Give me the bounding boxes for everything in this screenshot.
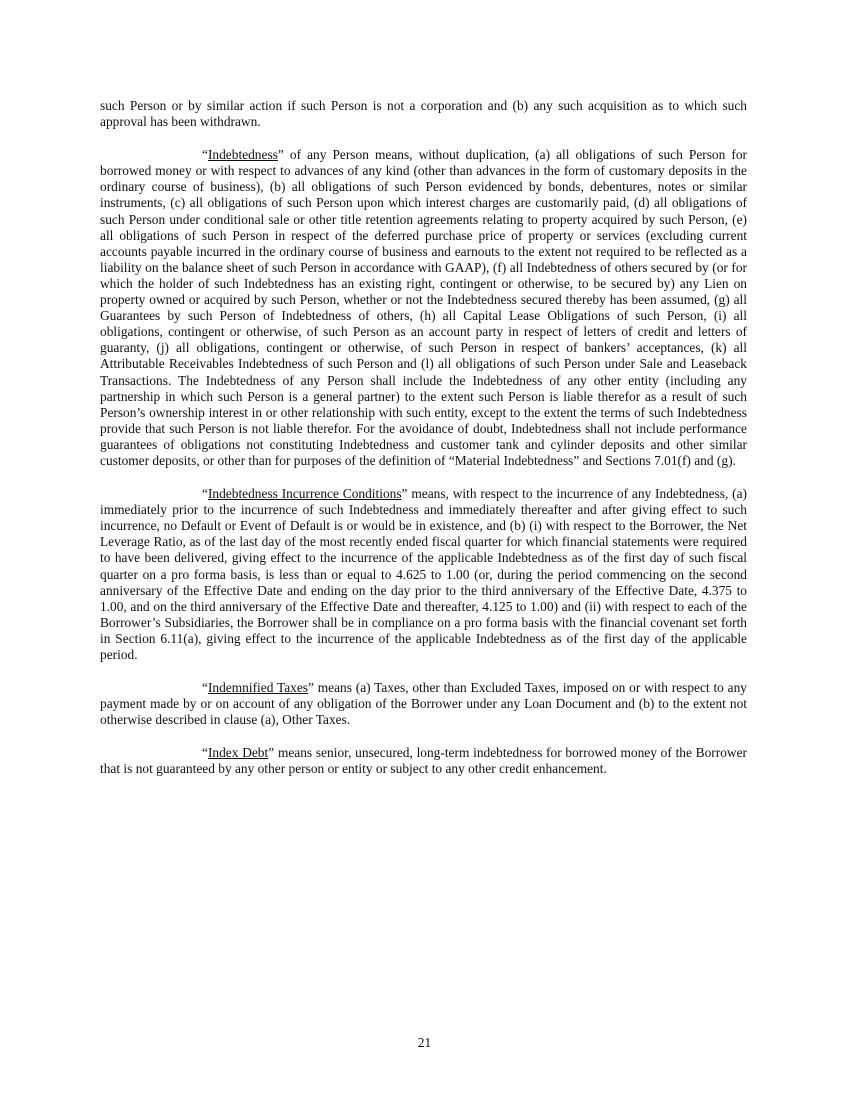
defined-term: Indebtedness Incurrence Conditions xyxy=(207,486,402,502)
definition-indemnified-taxes: “Indemnified Taxes” means (a) Taxes, other than Excluded Taxes, imposed on or with respect to any payment made by or on account of any obligation of the Borrower under any Loan Document and (b) to the extent not otherwise described in clause (a), Other Taxes. xyxy=(100,680,747,728)
definition-indebtedness-incurrence-conditions: “Indebtedness Incurrence Conditions” means, with respect to the incurrence of any Indebtedness, (a) immediately prior to the incurrence of such Indebtedness and immediately thereafter and after giving effect to such incurrence, no Default or Event of Default is or would be in existence, and (b) (i) with respect to the Borrower, the Net Leverage Ratio, as of the last day of the most recently ended fiscal quarter for which financial statements were required to have been delivered, giving effect to the incurrence of the applicable Indebtedness as of the first day of such fiscal quarter on a pro forma basis, is less than or equal to 4.625 to 1.00 (or, during the period commencing on the second anniversary of the Effective Date and ending on the day prior to the third anniversary of the Effective Date, 4.375 to 1.00, and on the third anniversary of the Effective Date and thereafter, 4.125 to 1.00) and (ii) with respect to each of the Borrower’s Subsidiaries, the Borrower shall be in compliance on a pro forma basis with the financial covenant set forth in Section 6.11(a), giving effect to the incurrence of the applicable Indebtedness as of the first day of the applicable period. xyxy=(100,486,747,662)
document-page xyxy=(100,98,747,795)
defined-term: Indebtedness xyxy=(207,147,278,163)
definition-indebtedness: “Indebtedness” of any Person means, without duplication, (a) all obligations of such Person for borrowed money or with respect to advances of any kind (other than advances in the form of customary deposits in the ordinary course of business), (b) all obligations of such Person evidenced by bonds, debentures, notes or similar instruments, (c) all obligations of such Person upon which interest charges are customarily paid, (d) all obligations of such Person under conditional sale or other title retention agreements relating to property acquired by such Person, (e) all obligations of such Person in respect of the deferred purchase price of property or services (excluding current accounts payable incurred in the ordinary course of business and earnouts to the extent not required to be reflected as a liability on the balance sheet of such Person in accordance with GAAP), (f) all Indebtedness of others secured by (or for which the holder of such Indebtedness has an existing right, contingent or otherwise, to be secured by) any Lien on property owned or acquired by such Person, whether or not the Indebtedness secured thereby has been assumed, (g) all Guarantees by such Person of Indebtedness of others, (h) all Capital Lease Obligations of such Person, (i) all obligations, contingent or otherwise, of such Person as an account party in respect of letters of credit and letters of guaranty, (j) all obligations, contingent or otherwise, of such Person in respect of bankers’ acceptances, (k) all Attributable Receivables Indebtedness of such Person and (l) all obligations of such Person under Sale and Leaseback Transactions. The Indebtedness of any Person shall include the Indebtedness of any other entity (including any partnership in which such Person is a general partner) to the extent such Person is liable therefor as a result of such Person’s ownership interest in or other relationship with such entity, except to the extent the terms of such Indebtedness provide that such Person is not liable therefor. For the avoidance of doubt, Indebtedness shall not include performance guarantees of obligations not constituting Indebtedness and customer tank and cylinder deposits and other similar customer deposits, or other than for purposes of the definition of “Material Indebtedness” and Sections 7.01(f) and (g). xyxy=(100,147,747,468)
definition-text: of any Person means, without duplication, (a) all obligations of such Person for borrowed money or with respect to advances of any kind (other than advances in the form of customary deposits in the ordinary course of business), (b) all obligations of such Person evidenced by bonds, debentures, notes or similar instruments, (c) all obligations of such Person upon which interest charges are customarily paid, (d) all obligations of such Person under conditional sale or other title retention agreements relating to property acquired by such Person, (e) all obligations of such Person in respect of the deferred purchase price of property or services (excluding current accounts payable incurred in the ordinary course of business and earnouts to the extent not required to be reflected as a liability on the balance sheet of such Person in accordance with GAAP), (f) all Indebtedness of others secured by (or for which the holder of such Indebtedness has an existing right, contingent or otherwise, to be secured by) any Lien on property owned or acquired by such Person, whether or not the Indebtedness secured thereby has been assumed, (g) all Guarantees by such Person of Indebtedness of others, (h) all Capital Lease Obligations of such Person, (i) all obligations, contingent or otherwise, of such Person as an account party in respect of letters of credit and letters of guaranty, (j) all obligations, contingent or otherwise, of such Person in respect of bankers’ acceptances, (k) all Attributable Receivables Indebtedness of such Person and (l) all obligations of such Person under Sale and Leaseback Transactions. The Indebtedness of any Person shall include the Indebtedness of any other entity (including any partnership in which such Person is a general partner) to the extent such Person is liable therefor as a result of such Person’s ownership interest in or other relationship with such entity, except to the extent the terms of such Indebtedness provide that such Person is not liable therefor. For the avoidance of doubt, Indebtedness shall not include performance guarantees of obligations not constituting Indebtedness and customer tank and cylinder deposits and other similar customer deposits, or other than for purposes of the definition of “Material Indebtedness” and Sections 7.01(f) and (g). xyxy=(100,147,747,468)
definition-index-debt: “Index Debt” means senior, unsecured, long-term indebtedness for borrowed money of the Borrower that is not guaranteed by any other person or entity or subject to any other credit enhancement. xyxy=(100,745,747,777)
definition-text: means, with respect to the incurrence of any Indebtedness, (a) immediately prior to the incurrence of such Indebtedness and immediately thereafter and after giving effect to such incurrence, no Default or Event of Default is or would be in existence, and (b) (i) with respect to the Borrower, the Net Leverage Ratio, as of the last day of the most recently ended fiscal quarter for which financial statements were required to have been delivered, giving effect to the incurrence of the applicable Indebtedness as of the first day of such fiscal quarter on a pro forma basis, is less than or equal to 4.625 to 1.00 (or, during the period commencing on the second anniversary of the Effective Date and ending on the day prior to the third anniversary of the Effective Date, 4.375 to 1.00, and on the third anniversary of the Effective Date and thereafter, 4.125 to 1.00) and (ii) with respect to each of the Borrower’s Subsidiaries, the Borrower shall be in compliance on a pro forma basis with the financial covenant set forth in Section 6.11(a), giving effect to the incurrence of the applicable Indebtedness as of the first day of the applicable period. xyxy=(100,486,747,662)
defined-term: Index Debt xyxy=(207,745,269,761)
definition-text: means senior, unsecured, long-term indebtedness for borrowed money of the Borrower that is not guaranteed by any other person or entity or subject to any other credit enhancement. xyxy=(100,745,747,777)
paragraph-text: such Person or by similar action if such Person is not a corporation and (b) any such acquisition as to which such approval has been withdrawn. xyxy=(100,98,747,130)
defined-term: Indemnified Taxes xyxy=(207,680,308,696)
definition-text: means (a) Taxes, other than Excluded Taxes, imposed on or with respect to any payment made by or on account of any obligation of the Borrower under any Loan Document and (b) to the extent not otherwise described in clause (a), Other Taxes. xyxy=(100,680,747,728)
paragraph-continuation xyxy=(100,98,747,130)
page-number: 21 xyxy=(417,1035,432,1050)
